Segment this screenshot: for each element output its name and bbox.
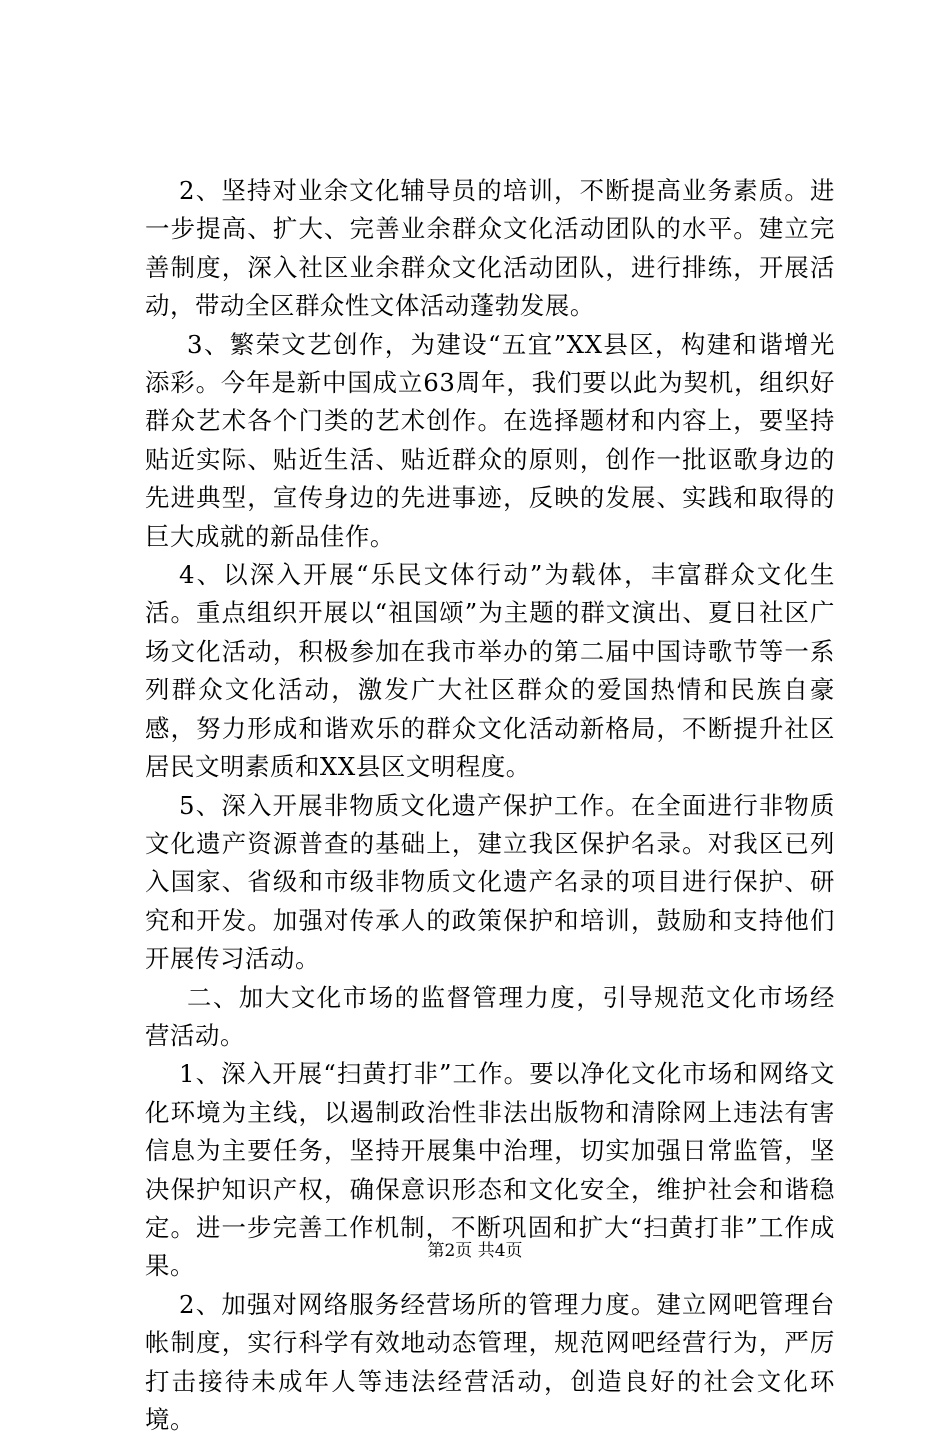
paragraph-internet-cafe: 2、加强对网络服务经营场所的管理力度。建立网吧管理台帐制度，实行科学有效地动态管理，规范网吧经营行为，严厉打击接待未成年人等违法经营活动，创造良好的社会文化环境。 <box>145 1289 835 1434</box>
paragraph-creation: 3、繁荣文艺创作，为建设“五宜”XX县区，构建和谐增光添彩。今年是新中国成立63周年，我们要以此为契机，组织好群众艺术各个门类的艺术创作。在选择题材和内容上，要坚持贴近实际、贴近生活、贴近群众的原则，创作一批讴歌身边的先进典型，宣传身边的先进事迹，反映的发展、实践和取得的巨大成就的新品佳作。 <box>145 329 835 551</box>
paragraph-training: 2、坚持对业余文化辅导员的培训，不断提高业务素质。进一步提高、扩大、完善业余群众文化活动团队的水平。建立完善制度，深入社区业余群众文化活动团队，进行排练，开展活动，带动全区群众性文体活动蓬勃发展。 <box>145 176 835 321</box>
section-heading-market: 二、加大文化市场的监督管理力度，引导规范文化市场经营活动。 <box>145 982 835 1050</box>
paragraph-heritage: 5、深入开展非物质文化遗产保护工作。在全面进行非物质文化遗产资源普查的基础上，建立我区保护名录。对我区已列入国家、省级和市级非物质文化遗产名录的项目进行保护、研究和开发。加强对传承人的政策保护和培训，鼓励和支持他们开展传习活动。 <box>145 790 835 974</box>
paragraph-anti-porn: 1、深入开展“扫黄打非”工作。要以净化文化市场和网络文化环境为主线，以遏制政治性非法出版物和清除网上违法有害信息为主要任务，坚持开展集中治理，切实加强日常监管，坚决保护知识产权，确保意识形态和文化安全，维护社会和谐稳定。进一步完善工作机制，不断巩固和扩大“扫黄打非”工作成果。 <box>145 1059 835 1281</box>
page-number-footer: 第2页 共4页 <box>427 1241 523 1261</box>
paragraph-activities: 4、以深入开展“乐民文体行动”为载体，丰富群众文化生活。重点组织开展以“祖国颂”为主题的群文演出、夏日社区广场文化活动，积极参加在我市举办的第二届中国诗歌节等一系列群众文化活动，激发广大社区群众的爱国热情和民族自豪感，努力形成和谐欢乐的群众文化活动新格局，不断提升社区居民文明素质和XX县区文明程度。 <box>145 560 835 782</box>
